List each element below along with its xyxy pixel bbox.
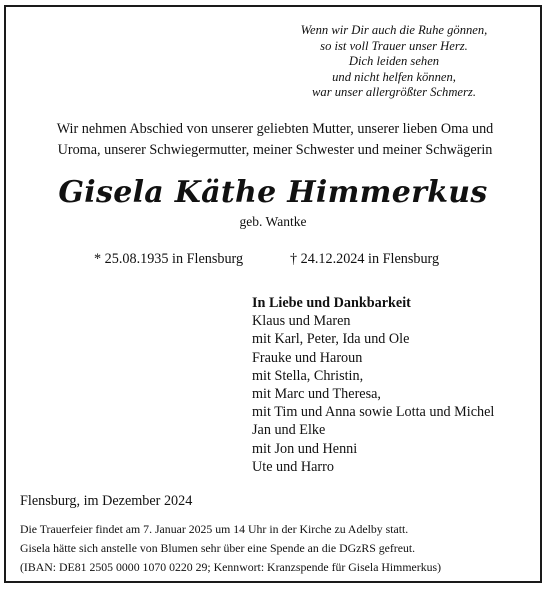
maiden-name: geb. Wantke	[239, 214, 307, 229]
poem-line: war unser allergrößter Schmerz.	[312, 85, 476, 99]
mourners-list	[252, 294, 494, 476]
notice-line: Die Trauerfeier findet am 7. Januar 2025 um 14 Uhr in der Kirche zu Adelby statt.	[20, 522, 409, 536]
mourner-line: mit Jon und Henni	[252, 440, 358, 457]
mourner-line: Jan und Elke	[252, 422, 326, 439]
poem-line: Wenn wir Dir auch die Ruhe gönnen,	[300, 23, 488, 37]
poem	[274, 23, 514, 101]
deceased-name: Gisela Käthe Himmerkus	[58, 175, 488, 210]
mourner-line: Frauke und Haroun	[252, 349, 363, 366]
mourner-line: Klaus und Maren	[252, 313, 351, 330]
poem-line: so ist voll Trauer unser Herz.	[320, 38, 468, 53]
obituary-frame	[4, 5, 542, 583]
place-date: Flensburg, im Dezember 2024	[20, 493, 193, 509]
notice-line: Gisela hätte sich anstelle von Blumen sehr über eine Spende an die DGzRS gefreut.	[20, 541, 416, 555]
notice-line: (IBAN: DE81 2505 0000 1070 0220 29; Kennwort: Kranzspende für Gisela Himmerkus)	[20, 560, 442, 574]
poem-line: Dich leiden sehen	[348, 54, 440, 68]
intro-line: Wir nehmen Abschied von unserer geliebten Mutter, unserer lieben Oma und	[56, 121, 494, 137]
birth-date: * 25.08.1935 in Flensburg	[94, 251, 244, 267]
intro-line: Uroma, unserer Schwiegermutter, meiner Schwester und meiner Schwägerin	[57, 142, 493, 158]
mourner-line: mit Marc und Theresa,	[252, 386, 381, 403]
mourner-line: Ute und Harro	[252, 458, 334, 475]
mourners-heading: In Liebe und Dankbarkeit	[252, 295, 411, 311]
mourner-line: mit Tim und Anna sowie Lotta und Michel	[252, 404, 495, 421]
poem-line: und nicht helfen können,	[332, 69, 456, 84]
funeral-notice	[20, 520, 534, 577]
death-date: † 24.12.2024 in Flensburg	[290, 251, 440, 267]
mourner-line: mit Karl, Peter, Ida und Ole	[252, 331, 410, 348]
mourner-line: mit Stella, Christin,	[252, 367, 364, 384]
farewell-intro	[16, 119, 534, 161]
